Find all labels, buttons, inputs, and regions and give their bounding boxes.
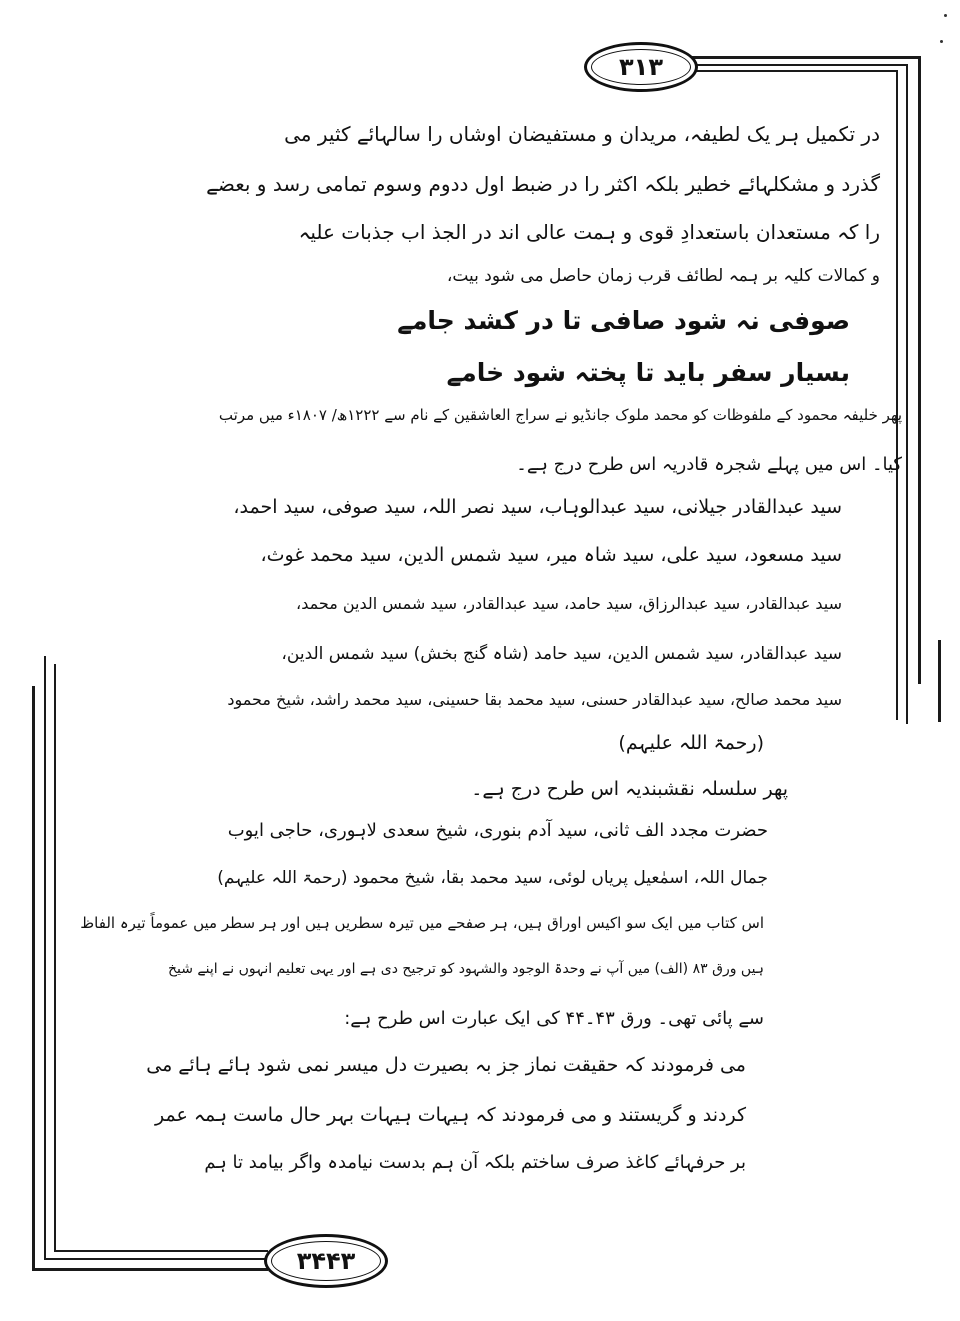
frame-right-rule-1 — [918, 56, 921, 684]
quote-line: می فرمودند کہ حقیقت نماز جز بہ بصیرت دل میسر نمی شود ہائے ہائے می — [146, 1054, 746, 1076]
frame-top-rule-2 — [690, 64, 908, 66]
page-number-bottom — [264, 1234, 388, 1288]
lineage-line: سید مسعود، سید علی، سید شاہ میر، سید شمس الدین، سید محمد غوث، — [260, 544, 842, 566]
lineage-line: سید عبدالقادر جیلانی، سید عبدالوہاب، سید نصر اللہ، سید صوفی، سید احمد، — [233, 496, 842, 518]
text-line: پھر خلیفہ محمود کے ملفوظات کو محمد ملوک جانڈیو نے سراج العاشقین کے نام سے ۱۲۲۲ھ/ ۱۸۰۷ء میں مرتب — [218, 406, 902, 424]
frame-right-rule-4 — [938, 640, 941, 722]
frame-left-rule-2 — [44, 656, 46, 1260]
text-line: کیا۔ اس میں پہلے شجرہ قادریہ اس طرح درج ہے۔ — [516, 454, 902, 475]
text-line: سے پائی تھی۔ ورق ۴۳۔۴۴ کی ایک عبارت اس طرح ہے: — [344, 1008, 764, 1029]
lineage-line: سید عبدالقادر، سید شمس الدین، سید حامد (شاہ گنج بخش) سید شمس الدین، — [281, 644, 842, 664]
verse-line: صوفی نہ شود صافی تا در کشد جامے — [397, 306, 850, 335]
frame-left-rule-3 — [54, 664, 56, 1252]
lineage-line: جمال اللہ، اسمٰعیل پریاں لوئی، سید محمد بقا، شیخ محمود (رحمۃ اللہ علیہم) — [217, 868, 768, 888]
frame-left-rule-1 — [32, 686, 35, 1270]
quote-line: بر حرفہائے کاغذ صرف ساختم بلکہ آن ہم بدست نیامدہ واگر بیامد تا ہم — [204, 1152, 746, 1173]
text-line: را کہ مستعدان باستعدادِ قوی و ہمت عالی اند در الجذ اب جذبات علیہ — [298, 220, 880, 244]
lineage-line: سید محمد صالح، سید عبدالقادر حسنی، سید محمد بقا حسینی، سید محمد راشد، شیخ محمود — [227, 690, 842, 709]
frame-bottom-rule-3 — [54, 1250, 268, 1252]
lineage-line: (رحمۃ اللہ علیہم) — [618, 732, 764, 754]
text-line: و کمالات کلیہ بر ہمہ لطائف قرب زمان حاصل می شود بیت، — [446, 266, 880, 286]
lineage-line: سید عبدالقادر، سید عبدالرزاق، سید حامد، سید عبدالقادر، سید شمس الدین محمد، — [296, 594, 842, 613]
frame-right-rule-3 — [896, 70, 898, 720]
frame-top-rule-3 — [690, 70, 898, 72]
frame-bottom-rule-1 — [32, 1268, 268, 1271]
naqshbandi-intro: پھر سلسلہ نقشبندیہ اس طرح درج ہے۔ — [471, 778, 788, 800]
lineage-line: حضرت مجدد الف ثانی، سید آدم بنوری، شیخ سعدی لاہوری، حاجی ایوب — [227, 820, 768, 841]
frame-bottom-rule-2 — [44, 1258, 268, 1260]
verse-line: بسیار سفر باید تا پختہ شود خامے — [446, 358, 850, 387]
quote-line: کردند و گریستند و می فرمودند کہ ہیہات ہیہات بہر حال ماست ہمہ عمر — [155, 1104, 746, 1126]
frame-right-rule-2 — [906, 64, 908, 724]
frame-top-rule-1 — [690, 56, 920, 59]
page-number-top — [584, 42, 698, 92]
text-line: در تکمیل ہر یک لطیفہ، مریدان و مستفیضان اوشاں را سالہائے کثیر می — [284, 122, 880, 146]
page-number-bottom-text: ۳۴۴۳ — [296, 1247, 356, 1275]
text-line: اس کتاب میں ایک سو اکیس اوراق ہیں، ہر صفحے میں تیرہ سطریں ہیں اور ہر سطر میں عموماً تیرہ الفاظ — [80, 914, 764, 932]
scan-speck — [940, 40, 943, 43]
page-number-top-text: ۳۱۳ — [619, 53, 663, 81]
scan-speck — [944, 14, 947, 17]
text-line: گذرد و مشکلہائے خطیر بلکہ اکثر را در ضبط اول ددوم وسوم تمامی رسد و بعضے — [206, 172, 880, 196]
text-line: ہیں ورق ۸۳ (الف) میں آپ نے وحدۃ الوجود والشہود کو ترجیح دی ہے اور یہی تعلیم انہوں نے اپنے شیخ — [167, 961, 764, 977]
